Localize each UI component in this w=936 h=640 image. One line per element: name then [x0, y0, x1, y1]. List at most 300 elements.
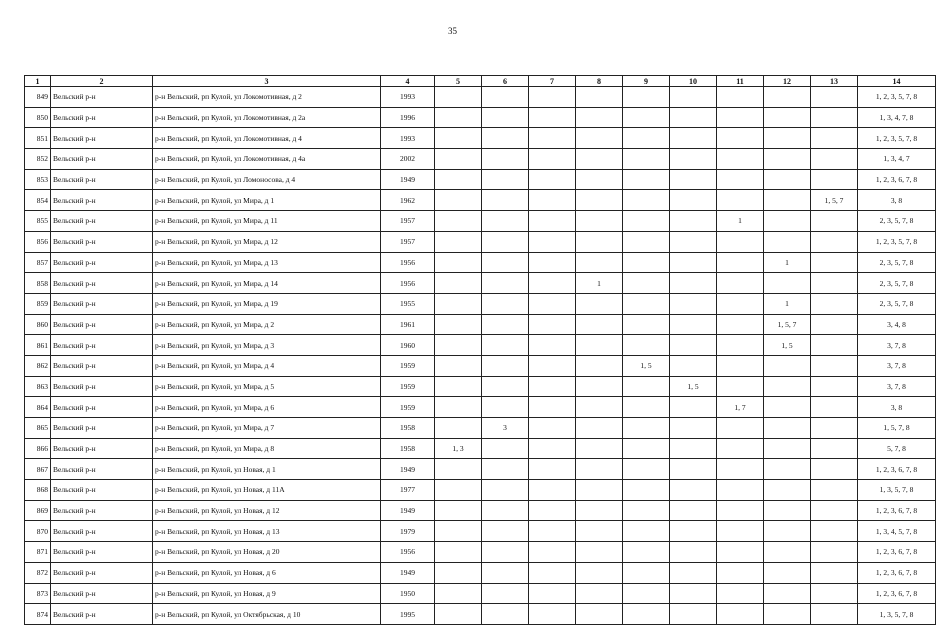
col11-cell: [717, 252, 764, 273]
col10-cell: [670, 252, 717, 273]
col5-cell: [435, 542, 482, 563]
col10-cell: [670, 169, 717, 190]
col10-cell: [670, 521, 717, 542]
table-row: [25, 211, 936, 232]
col9-cell: [623, 293, 670, 314]
col14-cell: 2, 3, 5, 7, 8: [858, 273, 936, 294]
year-cell: 1959: [381, 397, 435, 418]
col12-cell: [764, 376, 811, 397]
district-cell: Вельский р-н: [51, 149, 153, 170]
col6-cell: [482, 314, 529, 335]
column-header: 3: [153, 76, 381, 87]
row-number-cell: 854: [25, 190, 51, 211]
col12-cell: [764, 231, 811, 252]
col7-cell: [529, 500, 576, 521]
district-cell: Вельский р-н: [51, 128, 153, 149]
col8-cell: [576, 252, 623, 273]
col12-cell: [764, 273, 811, 294]
row-number-cell: 868: [25, 480, 51, 501]
col14-cell: 1, 3, 4, 7, 8: [858, 107, 936, 128]
district-cell: Вельский р-н: [51, 252, 153, 273]
district-cell: Вельский р-н: [51, 521, 153, 542]
col12-cell: [764, 438, 811, 459]
table-row: [25, 87, 936, 108]
col11-cell: [717, 583, 764, 604]
col7-cell: [529, 107, 576, 128]
table-row: [25, 107, 936, 128]
col6-cell: [482, 397, 529, 418]
col8-cell: [576, 438, 623, 459]
table-row: [25, 128, 936, 149]
col7-cell: [529, 128, 576, 149]
col13-cell: [811, 169, 858, 190]
address-cell: р-н Вельский, рп Кулой, ул Новая, д 6: [153, 562, 381, 583]
column-header: 8: [576, 76, 623, 87]
address-cell: р-н Вельский, рп Кулой, ул Новая, д 20: [153, 542, 381, 563]
row-number-cell: 861: [25, 335, 51, 356]
col11-cell: [717, 190, 764, 211]
table-row: [25, 149, 936, 170]
column-header: 6: [482, 76, 529, 87]
col5-cell: [435, 149, 482, 170]
district-cell: Вельский р-н: [51, 418, 153, 439]
col10-cell: [670, 604, 717, 625]
column-header: 7: [529, 76, 576, 87]
col6-cell: [482, 459, 529, 480]
col10-cell: [670, 500, 717, 521]
col5-cell: [435, 87, 482, 108]
col9-cell: [623, 211, 670, 232]
col9-cell: [623, 583, 670, 604]
col11-cell: [717, 521, 764, 542]
col8-cell: [576, 87, 623, 108]
col5-cell: [435, 107, 482, 128]
col12-cell: [764, 397, 811, 418]
col12-cell: [764, 211, 811, 232]
table-row: [25, 335, 936, 356]
col13-cell: [811, 252, 858, 273]
col6-cell: [482, 521, 529, 542]
col10-cell: [670, 293, 717, 314]
address-cell: р-н Вельский, рп Кулой, ул Мира, д 3: [153, 335, 381, 356]
col14-cell: 3, 8: [858, 397, 936, 418]
col7-cell: [529, 480, 576, 501]
col12-cell: [764, 87, 811, 108]
col5-cell: [435, 355, 482, 376]
col8-cell: [576, 149, 623, 170]
row-number-cell: 874: [25, 604, 51, 625]
year-cell: 1959: [381, 355, 435, 376]
col10-cell: [670, 314, 717, 335]
col11-cell: [717, 231, 764, 252]
col6-cell: [482, 293, 529, 314]
year-cell: 1957: [381, 231, 435, 252]
col7-cell: [529, 583, 576, 604]
district-cell: Вельский р-н: [51, 459, 153, 480]
col13-cell: [811, 335, 858, 356]
col14-cell: 1, 2, 3, 6, 7, 8: [858, 500, 936, 521]
table-row: [25, 273, 936, 294]
col12-cell: [764, 418, 811, 439]
col12-cell: [764, 500, 811, 521]
row-number-cell: 871: [25, 542, 51, 563]
year-cell: 1949: [381, 169, 435, 190]
row-number-cell: 858: [25, 273, 51, 294]
col12-cell: [764, 128, 811, 149]
district-cell: Вельский р-н: [51, 231, 153, 252]
col14-cell: 2, 3, 5, 7, 8: [858, 252, 936, 273]
col8-cell: [576, 190, 623, 211]
year-cell: 1960: [381, 335, 435, 356]
year-cell: 1958: [381, 438, 435, 459]
year-cell: 1957: [381, 211, 435, 232]
col13-cell: [811, 604, 858, 625]
col7-cell: [529, 190, 576, 211]
buildings-register-table: [24, 75, 936, 625]
col8-cell: [576, 480, 623, 501]
col7-cell: [529, 273, 576, 294]
row-number-cell: 864: [25, 397, 51, 418]
col9-cell: [623, 521, 670, 542]
year-cell: 1959: [381, 376, 435, 397]
district-cell: Вельский р-н: [51, 107, 153, 128]
col5-cell: [435, 252, 482, 273]
table-body: [25, 87, 936, 625]
col7-cell: [529, 169, 576, 190]
row-number-cell: 869: [25, 500, 51, 521]
col14-cell: 1, 3, 4, 7: [858, 149, 936, 170]
col6-cell: [482, 87, 529, 108]
col14-cell: 1, 2, 3, 6, 7, 8: [858, 562, 936, 583]
col8-cell: [576, 211, 623, 232]
table-row: [25, 562, 936, 583]
row-number-cell: 856: [25, 231, 51, 252]
year-cell: 1949: [381, 459, 435, 480]
col11-cell: [717, 149, 764, 170]
table-row: [25, 169, 936, 190]
table-row: [25, 190, 936, 211]
col5-cell: [435, 500, 482, 521]
col10-cell: [670, 335, 717, 356]
col6-cell: [482, 169, 529, 190]
col11-cell: [717, 542, 764, 563]
col6-cell: [482, 542, 529, 563]
col14-cell: 1, 2, 3, 6, 7, 8: [858, 459, 936, 480]
col6-cell: 3: [482, 418, 529, 439]
col14-cell: 3, 7, 8: [858, 376, 936, 397]
address-cell: р-н Вельский, рп Кулой, ул Мира, д 14: [153, 273, 381, 294]
year-cell: 1977: [381, 480, 435, 501]
col12-cell: [764, 459, 811, 480]
col9-cell: [623, 87, 670, 108]
district-cell: Вельский р-н: [51, 335, 153, 356]
col8-cell: [576, 293, 623, 314]
col11-cell: [717, 500, 764, 521]
col5-cell: [435, 480, 482, 501]
row-number-cell: 852: [25, 149, 51, 170]
column-header: 10: [670, 76, 717, 87]
col13-cell: [811, 231, 858, 252]
col13-cell: [811, 87, 858, 108]
col13-cell: [811, 376, 858, 397]
col10-cell: 1, 5: [670, 376, 717, 397]
row-number-cell: 857: [25, 252, 51, 273]
col14-cell: 1, 3, 4, 5, 7, 8: [858, 521, 936, 542]
col7-cell: [529, 355, 576, 376]
address-cell: р-н Вельский, рп Кулой, ул Новая, д 1: [153, 459, 381, 480]
col14-cell: 3, 7, 8: [858, 335, 936, 356]
col9-cell: [623, 231, 670, 252]
district-cell: Вельский р-н: [51, 438, 153, 459]
col14-cell: 1, 5, 7, 8: [858, 418, 936, 439]
col13-cell: [811, 480, 858, 501]
col12-cell: 1, 5: [764, 335, 811, 356]
col13-cell: [811, 211, 858, 232]
table-row: [25, 500, 936, 521]
col5-cell: [435, 418, 482, 439]
col13-cell: [811, 459, 858, 480]
col6-cell: [482, 211, 529, 232]
col7-cell: [529, 604, 576, 625]
col6-cell: [482, 583, 529, 604]
address-cell: р-н Вельский, рп Кулой, ул Новая, д 11А: [153, 480, 381, 501]
col6-cell: [482, 604, 529, 625]
table-row: [25, 397, 936, 418]
district-cell: Вельский р-н: [51, 480, 153, 501]
col9-cell: [623, 273, 670, 294]
col10-cell: [670, 480, 717, 501]
year-cell: 1958: [381, 418, 435, 439]
col13-cell: [811, 562, 858, 583]
col5-cell: [435, 211, 482, 232]
district-cell: Вельский р-н: [51, 355, 153, 376]
table-row: [25, 293, 936, 314]
col9-cell: [623, 459, 670, 480]
col9-cell: [623, 128, 670, 149]
col11-cell: [717, 418, 764, 439]
row-number-cell: 873: [25, 583, 51, 604]
address-cell: р-н Вельский, рп Кулой, ул Новая, д 9: [153, 583, 381, 604]
address-cell: р-н Вельский, рп Кулой, ул Мира, д 7: [153, 418, 381, 439]
col8-cell: [576, 169, 623, 190]
district-cell: Вельский р-н: [51, 542, 153, 563]
year-cell: 1995: [381, 604, 435, 625]
col13-cell: [811, 128, 858, 149]
col8-cell: [576, 542, 623, 563]
table-row: [25, 480, 936, 501]
address-cell: р-н Вельский, рп Кулой, ул Мира, д 8: [153, 438, 381, 459]
col9-cell: [623, 418, 670, 439]
column-header: 13: [811, 76, 858, 87]
district-cell: Вельский р-н: [51, 397, 153, 418]
address-cell: р-н Вельский, рп Кулой, ул Мира, д 11: [153, 211, 381, 232]
col6-cell: [482, 438, 529, 459]
address-cell: р-н Вельский, рп Кулой, ул Мира, д 2: [153, 314, 381, 335]
col11-cell: [717, 480, 764, 501]
col8-cell: [576, 604, 623, 625]
col11-cell: [717, 376, 764, 397]
address-cell: р-н Вельский, рп Кулой, ул Мира, д 13: [153, 252, 381, 273]
address-cell: р-н Вельский, рп Кулой, ул Новая, д 13: [153, 521, 381, 542]
col6-cell: [482, 335, 529, 356]
col5-cell: [435, 293, 482, 314]
column-header: 12: [764, 76, 811, 87]
col13-cell: 1, 5, 7: [811, 190, 858, 211]
year-cell: 1961: [381, 314, 435, 335]
col9-cell: [623, 542, 670, 563]
col7-cell: [529, 521, 576, 542]
table-row: [25, 459, 936, 480]
column-header: 14: [858, 76, 936, 87]
col10-cell: [670, 87, 717, 108]
col9-cell: [623, 335, 670, 356]
district-cell: Вельский р-н: [51, 169, 153, 190]
col7-cell: [529, 562, 576, 583]
col8-cell: [576, 521, 623, 542]
address-cell: р-н Вельский, рп Кулой, ул Локомотивная, д 4а: [153, 149, 381, 170]
col9-cell: [623, 438, 670, 459]
col7-cell: [529, 397, 576, 418]
col7-cell: [529, 542, 576, 563]
col5-cell: [435, 314, 482, 335]
col12-cell: 1: [764, 252, 811, 273]
col5-cell: [435, 335, 482, 356]
col9-cell: [623, 376, 670, 397]
col7-cell: [529, 149, 576, 170]
district-cell: Вельский р-н: [51, 211, 153, 232]
col9-cell: [623, 397, 670, 418]
table-row: [25, 355, 936, 376]
col8-cell: [576, 397, 623, 418]
col7-cell: [529, 293, 576, 314]
col6-cell: [482, 149, 529, 170]
col11-cell: [717, 273, 764, 294]
col5-cell: [435, 583, 482, 604]
col12-cell: [764, 583, 811, 604]
column-header: 9: [623, 76, 670, 87]
col5-cell: [435, 273, 482, 294]
col10-cell: [670, 107, 717, 128]
col14-cell: 1, 2, 3, 6, 7, 8: [858, 542, 936, 563]
col7-cell: [529, 418, 576, 439]
col8-cell: [576, 562, 623, 583]
col12-cell: [764, 521, 811, 542]
table-row: [25, 252, 936, 273]
col8-cell: [576, 107, 623, 128]
col10-cell: [670, 397, 717, 418]
address-cell: р-н Вельский, рп Кулой, ул Мира, д 4: [153, 355, 381, 376]
col13-cell: [811, 500, 858, 521]
col8-cell: [576, 335, 623, 356]
col12-cell: [764, 355, 811, 376]
col10-cell: [670, 190, 717, 211]
district-cell: Вельский р-н: [51, 562, 153, 583]
year-cell: 1956: [381, 542, 435, 563]
col6-cell: [482, 231, 529, 252]
row-number-cell: 855: [25, 211, 51, 232]
col12-cell: 1, 5, 7: [764, 314, 811, 335]
col9-cell: [623, 500, 670, 521]
column-header: 11: [717, 76, 764, 87]
col13-cell: [811, 107, 858, 128]
col12-cell: [764, 169, 811, 190]
column-header: 5: [435, 76, 482, 87]
col6-cell: [482, 128, 529, 149]
district-cell: Вельский р-н: [51, 293, 153, 314]
col14-cell: 2, 3, 5, 7, 8: [858, 211, 936, 232]
col5-cell: [435, 190, 482, 211]
column-header: 1: [25, 76, 51, 87]
col12-cell: [764, 562, 811, 583]
row-number-cell: 860: [25, 314, 51, 335]
district-cell: Вельский р-н: [51, 190, 153, 211]
col13-cell: [811, 314, 858, 335]
col10-cell: [670, 459, 717, 480]
col9-cell: [623, 169, 670, 190]
col7-cell: [529, 438, 576, 459]
col5-cell: [435, 231, 482, 252]
col11-cell: [717, 335, 764, 356]
col9-cell: [623, 480, 670, 501]
district-cell: Вельский р-н: [51, 583, 153, 604]
col11-cell: [717, 293, 764, 314]
col5-cell: 1, 3: [435, 438, 482, 459]
col9-cell: [623, 562, 670, 583]
col10-cell: [670, 355, 717, 376]
col14-cell: 1, 2, 3, 6, 7, 8: [858, 583, 936, 604]
col13-cell: [811, 397, 858, 418]
year-cell: 1956: [381, 273, 435, 294]
row-number-cell: 863: [25, 376, 51, 397]
col12-cell: [764, 604, 811, 625]
col14-cell: 2, 3, 5, 7, 8: [858, 293, 936, 314]
district-cell: Вельский р-н: [51, 273, 153, 294]
table-row: [25, 542, 936, 563]
row-number-cell: 865: [25, 418, 51, 439]
col10-cell: [670, 211, 717, 232]
address-cell: р-н Вельский, рп Кулой, ул Ломоносова, д 4: [153, 169, 381, 190]
table-row: [25, 231, 936, 252]
col5-cell: [435, 376, 482, 397]
col10-cell: [670, 128, 717, 149]
col10-cell: [670, 149, 717, 170]
table-row: [25, 418, 936, 439]
col11-cell: [717, 128, 764, 149]
col7-cell: [529, 87, 576, 108]
col6-cell: [482, 500, 529, 521]
col11-cell: 1, 7: [717, 397, 764, 418]
col14-cell: 3, 8: [858, 190, 936, 211]
address-cell: р-н Вельский, рп Кулой, ул Мира, д 5: [153, 376, 381, 397]
table-row: [25, 604, 936, 625]
col13-cell: [811, 418, 858, 439]
col13-cell: [811, 149, 858, 170]
col5-cell: [435, 459, 482, 480]
col14-cell: 1, 3, 5, 7, 8: [858, 604, 936, 625]
address-cell: р-н Вельский, рп Кулой, ул Локомотивная, д 2: [153, 87, 381, 108]
col6-cell: [482, 190, 529, 211]
year-cell: 1979: [381, 521, 435, 542]
col11-cell: 1: [717, 211, 764, 232]
col11-cell: [717, 107, 764, 128]
col6-cell: [482, 562, 529, 583]
row-number-cell: 850: [25, 107, 51, 128]
address-cell: р-н Вельский, рп Кулой, ул Мира, д 1: [153, 190, 381, 211]
col5-cell: [435, 521, 482, 542]
col12-cell: [764, 149, 811, 170]
col11-cell: [717, 87, 764, 108]
col5-cell: [435, 397, 482, 418]
